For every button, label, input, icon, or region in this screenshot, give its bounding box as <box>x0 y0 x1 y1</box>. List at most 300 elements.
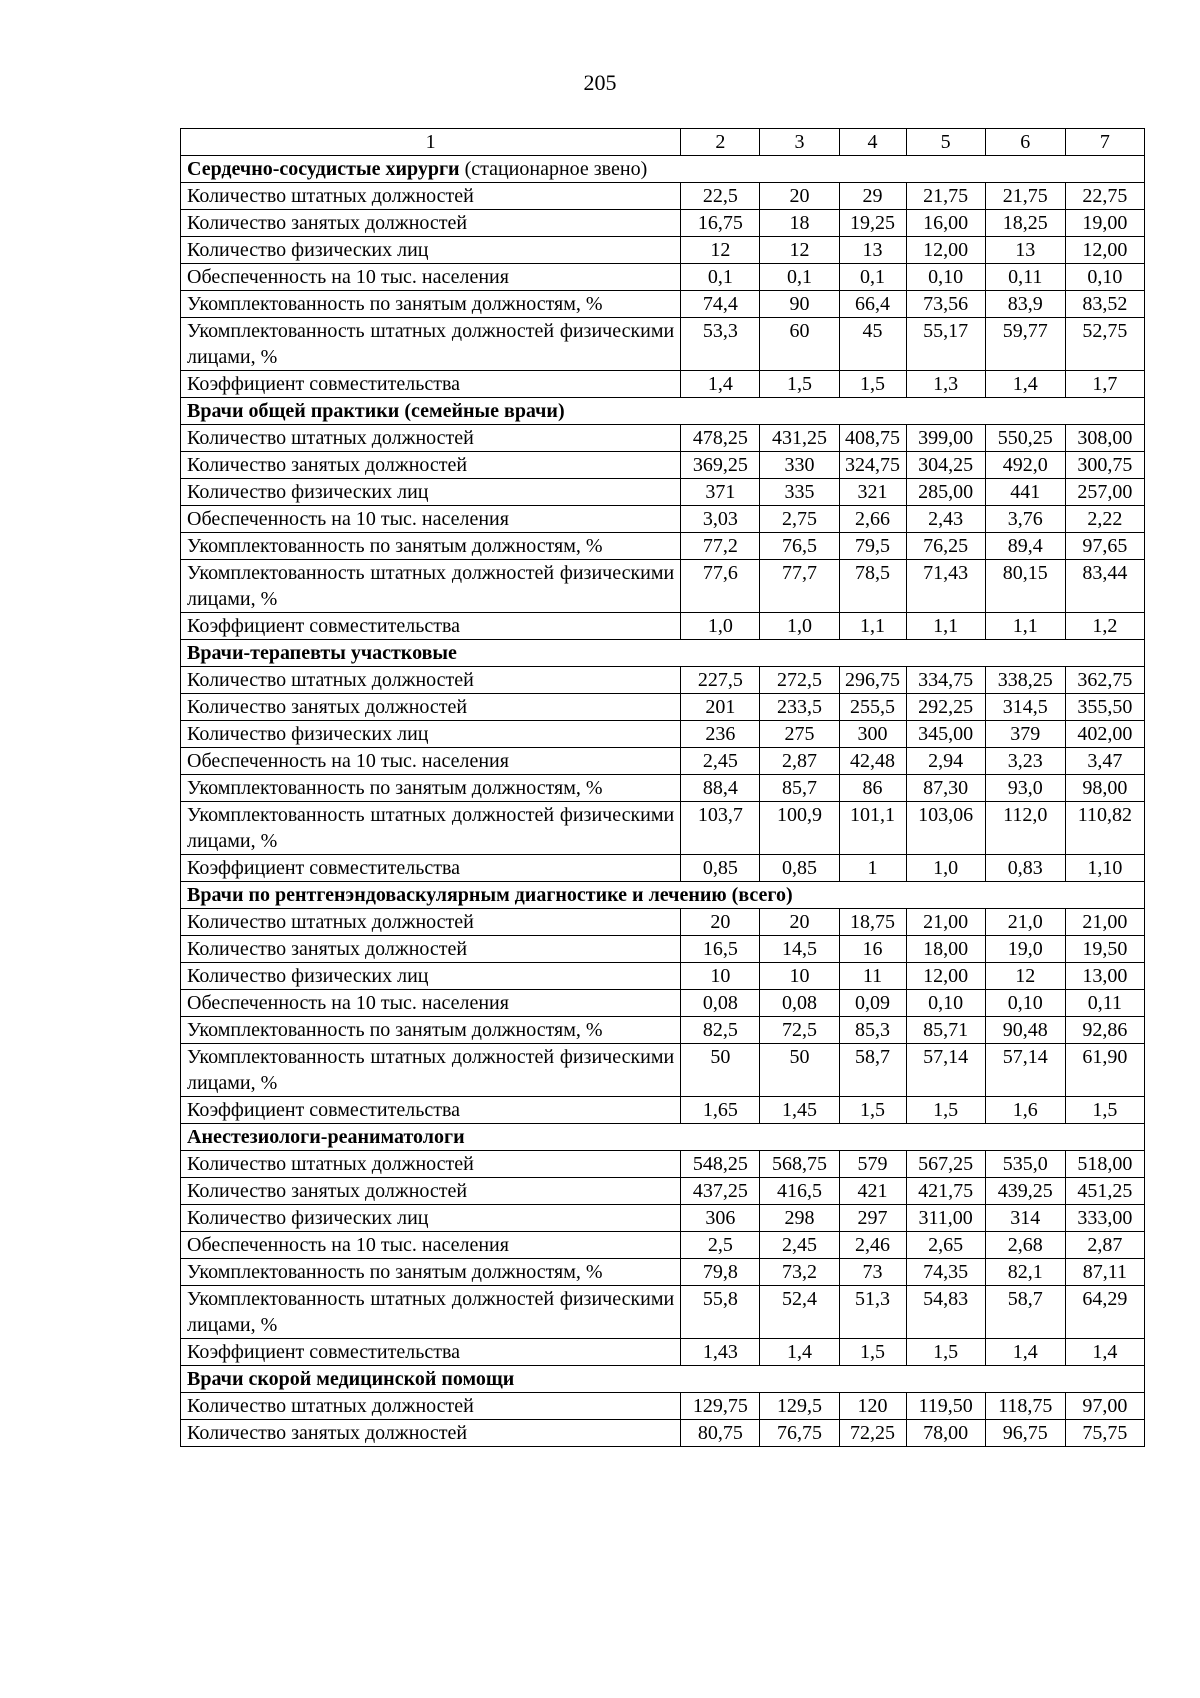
table-row <box>181 1339 1145 1366</box>
value-cell: 2,94 <box>906 748 985 775</box>
value-cell: 72,5 <box>760 1017 839 1044</box>
value-cell: 421 <box>839 1178 906 1205</box>
header-cell: 3 <box>760 129 839 156</box>
table-row <box>181 694 1145 721</box>
value-cell: 18,00 <box>906 936 985 963</box>
value-cell: 21,0 <box>985 909 1065 936</box>
section-title-cell <box>181 398 1145 425</box>
value-cell: 73 <box>839 1259 906 1286</box>
row-label: Количество штатных должностей <box>181 183 681 210</box>
value-cell: 518,00 <box>1065 1151 1144 1178</box>
value-cell: 335 <box>760 479 839 506</box>
value-cell: 21,75 <box>906 183 985 210</box>
value-cell: 0,85 <box>760 855 839 882</box>
value-cell: 79,8 <box>681 1259 760 1286</box>
row-label: Количество физических лиц <box>181 479 681 506</box>
table-row <box>181 237 1145 264</box>
value-cell: 66,4 <box>839 291 906 318</box>
row-label: Количество физических лиц <box>181 1205 681 1232</box>
row-label: Коэффициент совместительства <box>181 1097 681 1124</box>
value-cell: 55,17 <box>906 318 985 371</box>
table-row <box>181 452 1145 479</box>
value-cell: 0,10 <box>906 264 985 291</box>
value-cell: 314 <box>985 1205 1065 1232</box>
value-cell: 19,50 <box>1065 936 1144 963</box>
value-cell: 2,45 <box>760 1232 839 1259</box>
value-cell: 75,75 <box>1065 1420 1144 1447</box>
value-cell: 119,50 <box>906 1393 985 1420</box>
row-label: Обеспеченность на 10 тыс. населения <box>181 506 681 533</box>
value-cell: 57,14 <box>985 1044 1065 1097</box>
value-cell: 29 <box>839 183 906 210</box>
value-cell: 285,00 <box>906 479 985 506</box>
table-row <box>181 533 1145 560</box>
value-cell: 21,00 <box>906 909 985 936</box>
section-title-cell <box>181 640 1145 667</box>
value-cell: 1,5 <box>839 371 906 398</box>
value-cell: 88,4 <box>681 775 760 802</box>
row-label: Укомплектованность по занятым должностям, % <box>181 775 681 802</box>
table-row <box>181 775 1145 802</box>
value-cell: 18 <box>760 210 839 237</box>
value-cell: 73,56 <box>906 291 985 318</box>
row-label: Количество занятых должностей <box>181 694 681 721</box>
value-cell: 3,47 <box>1065 748 1144 775</box>
page-number: 205 <box>583 70 617 95</box>
value-cell: 362,75 <box>1065 667 1144 694</box>
value-cell: 12 <box>681 237 760 264</box>
row-label: Коэффициент совместительства <box>181 371 681 398</box>
row-label: Укомплектованность по занятым должностям, % <box>181 291 681 318</box>
table-row <box>181 963 1145 990</box>
section-header-row <box>181 156 1145 183</box>
row-label: Обеспеченность на 10 тыс. населения <box>181 1232 681 1259</box>
value-cell: 50 <box>760 1044 839 1097</box>
row-label: Количество занятых должностей <box>181 1420 681 1447</box>
value-cell: 85,7 <box>760 775 839 802</box>
value-cell: 451,25 <box>1065 1178 1144 1205</box>
value-cell: 103,7 <box>681 802 760 855</box>
value-cell: 78,5 <box>839 560 906 613</box>
value-cell: 83,44 <box>1065 560 1144 613</box>
section-title-cell <box>181 1366 1145 1393</box>
value-cell: 2,43 <box>906 506 985 533</box>
value-cell: 86 <box>839 775 906 802</box>
value-cell: 1,7 <box>1065 371 1144 398</box>
value-cell: 437,25 <box>681 1178 760 1205</box>
value-cell: 80,75 <box>681 1420 760 1447</box>
value-cell: 1,0 <box>681 613 760 640</box>
row-label: Укомплектованность штатных должностей физическими лицами, % <box>181 560 681 613</box>
value-cell: 90,48 <box>985 1017 1065 1044</box>
value-cell: 548,25 <box>681 1151 760 1178</box>
value-cell: 55,8 <box>681 1286 760 1339</box>
value-cell: 12,00 <box>1065 237 1144 264</box>
value-cell: 1,0 <box>760 613 839 640</box>
value-cell: 1,1 <box>906 613 985 640</box>
row-label: Количество занятых должностей <box>181 1178 681 1205</box>
value-cell: 20 <box>760 909 839 936</box>
value-cell: 82,1 <box>985 1259 1065 1286</box>
row-label: Количество физических лиц <box>181 237 681 264</box>
value-cell: 76,25 <box>906 533 985 560</box>
section-title: Сердечно-сосудистые хирурги <box>187 158 460 180</box>
value-cell: 1,5 <box>839 1339 906 1366</box>
value-cell: 52,4 <box>760 1286 839 1339</box>
value-cell: 275 <box>760 721 839 748</box>
value-cell: 1,0 <box>906 855 985 882</box>
value-cell: 87,11 <box>1065 1259 1144 1286</box>
value-cell: 2,75 <box>760 506 839 533</box>
table-row <box>181 1017 1145 1044</box>
value-cell: 0,1 <box>760 264 839 291</box>
header-cell: 1 <box>181 129 681 156</box>
section-title: Врачи общей практики (семейные врачи) <box>187 400 565 422</box>
table-row <box>181 748 1145 775</box>
value-cell: 73,2 <box>760 1259 839 1286</box>
value-cell: 0,83 <box>985 855 1065 882</box>
value-cell: 431,25 <box>760 425 839 452</box>
value-cell: 101,1 <box>839 802 906 855</box>
table-row <box>181 371 1145 398</box>
value-cell: 45 <box>839 318 906 371</box>
value-cell: 300 <box>839 721 906 748</box>
header-cell: 4 <box>839 129 906 156</box>
value-cell: 58,7 <box>839 1044 906 1097</box>
value-cell: 296,75 <box>839 667 906 694</box>
value-cell: 402,00 <box>1065 721 1144 748</box>
value-cell: 298 <box>760 1205 839 1232</box>
value-cell: 110,82 <box>1065 802 1144 855</box>
table-row <box>181 1151 1145 1178</box>
value-cell: 441 <box>985 479 1065 506</box>
value-cell: 324,75 <box>839 452 906 479</box>
value-cell: 103,06 <box>906 802 985 855</box>
value-cell: 10 <box>681 963 760 990</box>
value-cell: 297 <box>839 1205 906 1232</box>
value-cell: 12 <box>760 237 839 264</box>
value-cell: 3,03 <box>681 506 760 533</box>
value-cell: 12 <box>985 963 1065 990</box>
table-row <box>181 1232 1145 1259</box>
value-cell: 334,75 <box>906 667 985 694</box>
value-cell: 333,00 <box>1065 1205 1144 1232</box>
value-cell: 1,4 <box>1065 1339 1144 1366</box>
value-cell: 550,25 <box>985 425 1065 452</box>
value-cell: 0,10 <box>1065 264 1144 291</box>
value-cell: 567,25 <box>906 1151 985 1178</box>
value-cell: 12,00 <box>906 963 985 990</box>
value-cell: 0,1 <box>839 264 906 291</box>
table-row <box>181 855 1145 882</box>
value-cell: 535,0 <box>985 1151 1065 1178</box>
row-label: Количество физических лиц <box>181 963 681 990</box>
value-cell: 53,3 <box>681 318 760 371</box>
value-cell: 371 <box>681 479 760 506</box>
value-cell: 80,15 <box>985 560 1065 613</box>
row-label: Обеспеченность на 10 тыс. населения <box>181 748 681 775</box>
value-cell: 2,45 <box>681 748 760 775</box>
value-cell: 19,00 <box>1065 210 1144 237</box>
value-cell: 90 <box>760 291 839 318</box>
value-cell: 21,00 <box>1065 909 1144 936</box>
section-note: (стационарное звено) <box>459 158 648 180</box>
value-cell: 13,00 <box>1065 963 1144 990</box>
value-cell: 1,5 <box>906 1339 985 1366</box>
value-cell: 379 <box>985 721 1065 748</box>
section-header-row <box>181 1366 1145 1393</box>
value-cell: 304,25 <box>906 452 985 479</box>
row-label: Укомплектованность по занятым должностям, % <box>181 1017 681 1044</box>
value-cell: 1,1 <box>839 613 906 640</box>
value-cell: 579 <box>839 1151 906 1178</box>
table-row <box>181 936 1145 963</box>
value-cell: 13 <box>839 237 906 264</box>
value-cell: 59,77 <box>985 318 1065 371</box>
table-row <box>181 1286 1145 1339</box>
value-cell: 77,7 <box>760 560 839 613</box>
table-row <box>181 1420 1145 1447</box>
value-cell: 0,11 <box>985 264 1065 291</box>
value-cell: 79,5 <box>839 533 906 560</box>
value-cell: 112,0 <box>985 802 1065 855</box>
value-cell: 338,25 <box>985 667 1065 694</box>
table-row <box>181 1097 1145 1124</box>
value-cell: 1,4 <box>985 371 1065 398</box>
row-label: Количество занятых должностей <box>181 936 681 963</box>
value-cell: 0,08 <box>681 990 760 1017</box>
value-cell: 2,22 <box>1065 506 1144 533</box>
value-cell: 1,5 <box>839 1097 906 1124</box>
table-row <box>181 909 1145 936</box>
section-title: Врачи по рентгенэндоваскулярным диагностике и лечению (всего) <box>187 884 793 906</box>
row-label: Количество физических лиц <box>181 721 681 748</box>
value-cell: 10 <box>760 963 839 990</box>
value-cell: 0,08 <box>760 990 839 1017</box>
table-row <box>181 721 1145 748</box>
value-cell: 18,75 <box>839 909 906 936</box>
value-cell: 292,25 <box>906 694 985 721</box>
value-cell: 416,5 <box>760 1178 839 1205</box>
value-cell: 257,00 <box>1065 479 1144 506</box>
value-cell: 60 <box>760 318 839 371</box>
value-cell: 439,25 <box>985 1178 1065 1205</box>
value-cell: 14,5 <box>760 936 839 963</box>
value-cell: 355,50 <box>1065 694 1144 721</box>
value-cell: 1,5 <box>760 371 839 398</box>
staffing-table <box>180 128 1145 1447</box>
section-title-cell <box>181 156 1145 183</box>
value-cell: 408,75 <box>839 425 906 452</box>
value-cell: 399,00 <box>906 425 985 452</box>
row-label: Укомплектованность штатных должностей физическими лицами, % <box>181 802 681 855</box>
table-row <box>181 1393 1145 1420</box>
value-cell: 50 <box>681 1044 760 1097</box>
value-cell: 97,65 <box>1065 533 1144 560</box>
value-cell: 1,5 <box>1065 1097 1144 1124</box>
row-label: Количество штатных должностей <box>181 1151 681 1178</box>
value-cell: 92,86 <box>1065 1017 1144 1044</box>
value-cell: 1,5 <box>906 1097 985 1124</box>
table-row <box>181 183 1145 210</box>
value-cell: 51,3 <box>839 1286 906 1339</box>
value-cell: 0,85 <box>681 855 760 882</box>
value-cell: 0,10 <box>906 990 985 1017</box>
value-cell: 58,7 <box>985 1286 1065 1339</box>
section-title: Врачи-терапевты участковые <box>187 642 457 664</box>
value-cell: 1,43 <box>681 1339 760 1366</box>
value-cell: 0,1 <box>681 264 760 291</box>
value-cell: 83,52 <box>1065 291 1144 318</box>
value-cell: 492,0 <box>985 452 1065 479</box>
value-cell: 64,29 <box>1065 1286 1144 1339</box>
value-cell: 100,9 <box>760 802 839 855</box>
value-cell: 2,68 <box>985 1232 1065 1259</box>
value-cell: 71,43 <box>906 560 985 613</box>
value-cell: 421,75 <box>906 1178 985 1205</box>
value-cell: 74,35 <box>906 1259 985 1286</box>
value-cell: 83,9 <box>985 291 1065 318</box>
row-label: Обеспеченность на 10 тыс. населения <box>181 990 681 1017</box>
row-label: Количество штатных должностей <box>181 1393 681 1420</box>
section-header-row <box>181 1124 1145 1151</box>
value-cell: 20 <box>760 183 839 210</box>
value-cell: 74,4 <box>681 291 760 318</box>
value-cell: 87,30 <box>906 775 985 802</box>
value-cell: 255,5 <box>839 694 906 721</box>
value-cell: 54,83 <box>906 1286 985 1339</box>
value-cell: 306 <box>681 1205 760 1232</box>
table-row <box>181 479 1145 506</box>
table-row <box>181 291 1145 318</box>
value-cell: 1,2 <box>1065 613 1144 640</box>
value-cell: 16,00 <box>906 210 985 237</box>
value-cell: 300,75 <box>1065 452 1144 479</box>
table-row <box>181 506 1145 533</box>
value-cell: 3,23 <box>985 748 1065 775</box>
header-cell: 7 <box>1065 129 1144 156</box>
section-header-row <box>181 882 1145 909</box>
value-cell: 19,25 <box>839 210 906 237</box>
value-cell: 568,75 <box>760 1151 839 1178</box>
section-title: Врачи скорой медицинской помощи <box>187 1368 515 1390</box>
value-cell: 308,00 <box>1065 425 1144 452</box>
table-row <box>181 802 1145 855</box>
value-cell: 2,87 <box>760 748 839 775</box>
value-cell: 76,75 <box>760 1420 839 1447</box>
table-row <box>181 1259 1145 1286</box>
value-cell: 1,4 <box>985 1339 1065 1366</box>
value-cell: 2,87 <box>1065 1232 1144 1259</box>
value-cell: 97,00 <box>1065 1393 1144 1420</box>
row-label: Укомплектованность по занятым должностям, % <box>181 533 681 560</box>
section-title-cell <box>181 882 1145 909</box>
value-cell: 1,4 <box>681 371 760 398</box>
row-label: Количество занятых должностей <box>181 210 681 237</box>
row-label: Обеспеченность на 10 тыс. населения <box>181 264 681 291</box>
value-cell: 12,00 <box>906 237 985 264</box>
row-label: Коэффициент совместительства <box>181 613 681 640</box>
table-row <box>181 990 1145 1017</box>
value-cell: 96,75 <box>985 1420 1065 1447</box>
value-cell: 3,76 <box>985 506 1065 533</box>
value-cell: 201 <box>681 694 760 721</box>
value-cell: 2,65 <box>906 1232 985 1259</box>
value-cell: 61,90 <box>1065 1044 1144 1097</box>
value-cell: 345,00 <box>906 721 985 748</box>
value-cell: 85,3 <box>839 1017 906 1044</box>
value-cell: 89,4 <box>985 533 1065 560</box>
table-row <box>181 210 1145 237</box>
value-cell: 22,5 <box>681 183 760 210</box>
header-cell: 5 <box>906 129 985 156</box>
table-row <box>181 1044 1145 1097</box>
value-cell: 16 <box>839 936 906 963</box>
value-cell: 98,00 <box>1065 775 1144 802</box>
header-row <box>181 129 1145 156</box>
row-label: Укомплектованность штатных должностей физическими лицами, % <box>181 1044 681 1097</box>
value-cell: 2,46 <box>839 1232 906 1259</box>
value-cell: 1,10 <box>1065 855 1144 882</box>
value-cell: 22,75 <box>1065 183 1144 210</box>
value-cell: 1,45 <box>760 1097 839 1124</box>
value-cell: 57,14 <box>906 1044 985 1097</box>
value-cell: 0,09 <box>839 990 906 1017</box>
table-row <box>181 667 1145 694</box>
value-cell: 314,5 <box>985 694 1065 721</box>
value-cell: 76,5 <box>760 533 839 560</box>
value-cell: 19,0 <box>985 936 1065 963</box>
value-cell: 1,3 <box>906 371 985 398</box>
value-cell: 233,5 <box>760 694 839 721</box>
value-cell: 85,71 <box>906 1017 985 1044</box>
value-cell: 78,00 <box>906 1420 985 1447</box>
value-cell: 18,25 <box>985 210 1065 237</box>
value-cell: 77,6 <box>681 560 760 613</box>
value-cell: 1,65 <box>681 1097 760 1124</box>
value-cell: 1,4 <box>760 1339 839 1366</box>
value-cell: 0,10 <box>985 990 1065 1017</box>
row-label: Количество штатных должностей <box>181 425 681 452</box>
value-cell: 16,5 <box>681 936 760 963</box>
row-label: Укомплектованность штатных должностей физическими лицами, % <box>181 1286 681 1339</box>
row-label: Коэффициент совместительства <box>181 855 681 882</box>
header-cell: 2 <box>681 129 760 156</box>
value-cell: 129,5 <box>760 1393 839 1420</box>
table-row <box>181 1178 1145 1205</box>
value-cell: 42,48 <box>839 748 906 775</box>
header-cell: 6 <box>985 129 1065 156</box>
value-cell: 120 <box>839 1393 906 1420</box>
table-row <box>181 613 1145 640</box>
value-cell: 227,5 <box>681 667 760 694</box>
value-cell: 52,75 <box>1065 318 1144 371</box>
table-row <box>181 560 1145 613</box>
value-cell: 321 <box>839 479 906 506</box>
value-cell: 369,25 <box>681 452 760 479</box>
value-cell: 21,75 <box>985 183 1065 210</box>
table-row <box>181 1205 1145 1232</box>
table-row <box>181 425 1145 452</box>
value-cell: 1,1 <box>985 613 1065 640</box>
row-label: Укомплектованность штатных должностей физическими лицами, % <box>181 318 681 371</box>
value-cell: 2,5 <box>681 1232 760 1259</box>
row-label: Количество занятых должностей <box>181 452 681 479</box>
section-title: Анестезиологи-реаниматологи <box>187 1126 465 1148</box>
value-cell: 330 <box>760 452 839 479</box>
value-cell: 16,75 <box>681 210 760 237</box>
value-cell: 93,0 <box>985 775 1065 802</box>
